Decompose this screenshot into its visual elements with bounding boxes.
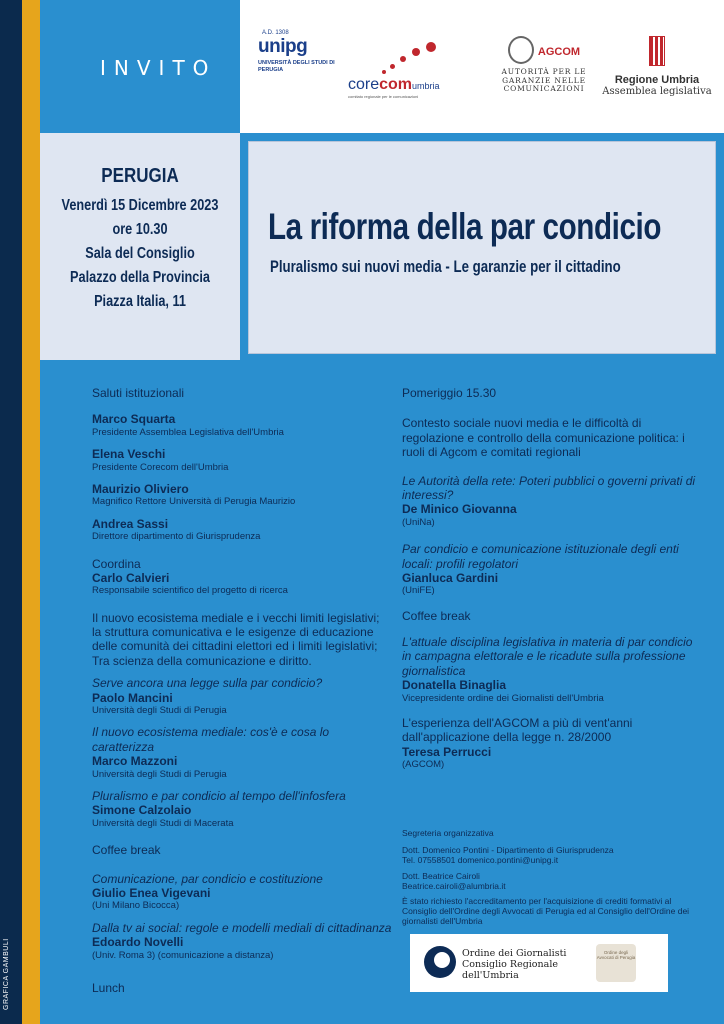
organization-info: Segreteria organizzativa Dott. Domenico Pontini - Dipartimento di Giurisprudenza Tel. 07558501 domenico.pontini@unipg.it Dott. Beatrice Cairoli Beatrice.cairoli@alumbria.it È stato richiesto l'accreditamento per l'acquisizione di crediti formativi al Consiglio dell'Ordine degli Avvocati di Perugia ed al Consiglio dell'Ordine dei giornalisti dell'Umbria <box>402 828 690 927</box>
event-info-box <box>40 133 240 360</box>
italian-emblem-icon <box>508 36 534 64</box>
event-date: Venerdì 15 Dicembre 2023 <box>61 197 219 214</box>
coffee-break-2: Coffee break <box>402 608 471 623</box>
event-city: PERUGIA <box>101 165 179 187</box>
agcom-logo: AGCOM AUTORITÀ PER LE GARANZIE NELLE COMUNICAZIONI <box>494 36 594 94</box>
event-building: Palazzo della Provincia <box>70 269 210 287</box>
regione-umbria-logo: Regione Umbria Assemblea legislativa <box>598 36 716 97</box>
program-left-column: Saluti istituzionali Marco Squarta Presidente Assemblea Legislativa dell'Umbria Elena Veschi Presidente Corecom dell'Umbria Maurizio Oliviero Magnifico Rettore Università di Perugia Maurizio Andrea Sassi Direttore dipartimento di Giurisprudenza Coordina Carlo Calvieri Responsabile scientifico del progetto di ricerca Il nuovo ecosistema mediale e i vecchi limiti legislativi; la struttura comunicativa e le esigenze di educazione delle comunità dei cittadini elettori ed i limiti legislativi; Tra scienza della comunicazione e diritto. Serve ancora una legge sulla par condicio? Paolo Mancini Università degli Studi di Perugia Il nuovo ecosistema mediale: cos'è e cosa lo caratterizza Marco Mazzoni Università degli Studi di Perugia Pluralismo e par condicio al tempo dell'infosfera Simone Calzolaio Università degli Studi di Macerata Coffee break Comunicazione, par condicio e costituzione Giulio Enea Vigevani (Uni Milano Bicocca) Dalla tv ai social: regole e modelli mediali di cittadinanza Edoardo Novelli (Univ. Roma 3) (comunicazione a distanza) Lunch <box>92 386 392 995</box>
contact-email-pontini[interactable]: Tel. 07558501 domenico.pontini@unipg.it <box>402 855 559 866</box>
ordine-giornalisti-box: Ordine dei Giornalisti Consiglio Regionale dell'Umbria Ordine degli Avvocati di Perugia <box>410 934 668 992</box>
coffee-break-1: Coffee break <box>92 843 161 858</box>
program-right-column: Pomeriggio 15.30 Contesto sociale nuovi media e le difficoltà di regolazione e controllo della comunicazione politica: i ruoli di Agcom e comitati regionali Le Autorità della rete: Poteri pubblici o governi privati di interessi? De Minico Giovanna (UniNa) Par condicio e comunicazione istituzionale degli enti locali: profili regolatori Gianluca Gardini (UniFE) Coffee break L'attuale disciplina legislativa in materia di par condicio in campagna elettorale e le ricadute sulla professione giornalistica Donatella Binaglia Vicepresidente ordine dei Giornalisti dell'Umbria L'esperienza dell'AGCOM a più di vent'anni dall'applicazione della legge n. 28/2000 Teresa Perrucci (AGCOM) <box>402 386 702 780</box>
left-gold-strip <box>22 0 40 1024</box>
odg-logo-icon <box>424 946 456 978</box>
afternoon-context: Contesto sociale nuovi media e le difficoltà di regolazione e controllo della comunicazione politica: i ruoli di Agcom e comitati regionali <box>402 416 685 460</box>
afternoon-heading: Pomeriggio 15.30 <box>402 386 497 400</box>
main-title: La riforma della par condicio <box>268 206 662 247</box>
corecom-logo: corecomumbria comitato regionale per le comunicazioni <box>348 42 478 99</box>
lunch-label: Lunch <box>92 980 125 995</box>
saluti-heading: Saluti istituzionali <box>92 386 185 400</box>
invito-label: INVITO <box>100 56 217 80</box>
coordina-label: Coordina <box>92 556 141 571</box>
ordine-avvocati-logo: Ordine degli Avvocati di Perugia <box>596 944 636 982</box>
contact-email-cairoli[interactable]: Beatrice.cairoli@alumbria.it <box>402 880 506 891</box>
unipg-logo: A.D. 1308 unipg UNIVERSITÀ DEGLI STUDI DI PERUGIA <box>258 30 335 73</box>
event-address: Piazza Italia, 11 <box>94 293 186 311</box>
umbria-emblem-icon <box>649 36 665 66</box>
corecom-dots-icon <box>348 42 478 76</box>
session-intro: Il nuovo ecosistema mediale e i vecchi limiti legislativi; la struttura comunicativa e le esigenze di educazione delle comunità dei cittadini elettori ed i limiti legislativi; Tra scienza della comunicazione e diritto. <box>92 610 380 668</box>
event-time: ore 10.30 <box>112 221 168 239</box>
event-room: Sala del Consiglio <box>85 245 195 263</box>
graphic-credit: GRAFICA GAMBULI <box>3 938 10 1010</box>
subtitle: Pluralismo sui nuovi media - Le garanzie per il cittadino <box>270 257 621 276</box>
left-dark-strip <box>0 0 22 1024</box>
logos-panel <box>240 0 724 133</box>
